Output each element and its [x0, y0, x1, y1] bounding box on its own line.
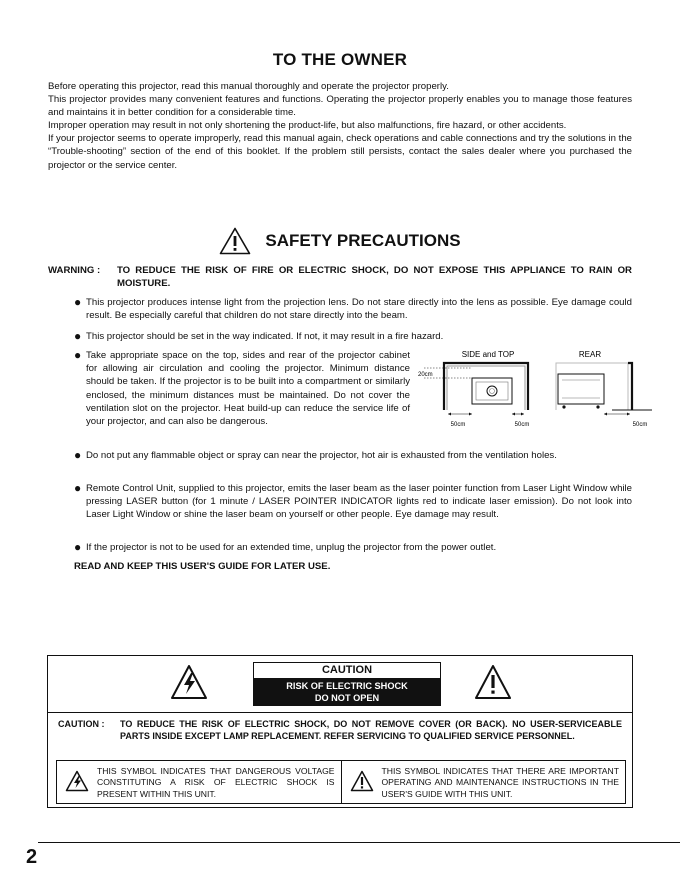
- warning-text: TO REDUCE THE RISK OF FIRE OR ELECTRIC SHOCK, DO NOT EXPOSE THIS APPLIANCE TO RAIN OR MOISTURE.: [117, 265, 632, 290]
- safety-title: SAFETY PRECAUTIONS: [265, 231, 461, 250]
- warning-statement: [48, 264, 632, 290]
- bullet-icon: ●: [74, 329, 82, 343]
- list-item-text: This projector should be set in the way indicated. If not, it may result in a fire hazard.: [86, 331, 444, 342]
- intro-paragraph: Before operating this projector, read this manual thoroughly and operate the projector properly.: [48, 81, 449, 92]
- rear-view: [556, 363, 652, 428]
- list-item: [74, 296, 632, 322]
- footer-rule: [38, 842, 680, 843]
- safety-header: [0, 224, 680, 258]
- bullet-icon: ●: [74, 295, 82, 309]
- exclamation-warning-icon: [474, 664, 512, 700]
- rear-label: REAR: [578, 350, 602, 359]
- bullet-icon: ●: [74, 448, 82, 462]
- exclamation-warning-icon: [350, 770, 374, 792]
- symbol-legend: [56, 760, 626, 804]
- intro-paragraph: Improper operation may result in not only shortening the product-life, but also malfunctions, fire hazard, or other accidents.: [48, 120, 567, 132]
- owner-title: TO THE OWNER: [272, 50, 408, 69]
- side-top-label: SIDE and TOP: [461, 350, 515, 359]
- side-gap-left-label: 50cm: [450, 422, 466, 428]
- bullet-icon: ●: [74, 540, 82, 554]
- caution-banner-line: DO NOT OPEN: [314, 693, 380, 703]
- list-item-text: This projector produces intense light from the projection lens. Do not stare directly into the lens as possible. Eye damage could result. Be especially careful that children do not stare directly into the beam.: [86, 297, 632, 322]
- list-item-text: Do not put any flammable object or spray can near the projector, hot air is exhausted from the ventilation holes.: [86, 450, 557, 461]
- list-item: [74, 449, 632, 462]
- owner-intro: [48, 80, 632, 172]
- warning-label: WARNING :: [48, 265, 101, 276]
- lightning-warning-icon: [170, 664, 208, 700]
- caution-label-box: [253, 662, 441, 706]
- instruction-symbol-text: THIS SYMBOL INDICATES THAT THERE ARE IMPORTANT OPERATING AND MAINTENANCE INSTRUCTIONS IN THE USER'S GUIDE WITH THIS UNIT.: [381, 766, 619, 799]
- rear-gap-label: 50cm: [632, 422, 648, 428]
- instruction-symbol-note: [341, 761, 626, 803]
- list-item: [74, 482, 632, 522]
- caution-text: TO REDUCE THE RISK OF ELECTRIC SHOCK, DO NOT REMOVE COVER (OR BACK). NO USER-SERVICEABLE PARTS INSIDE EXCEPT LAMP REPLACEMENT. REFER SERVICING TO QUALIFIED SERVICE PERSONNEL.: [120, 719, 622, 742]
- caution-banner-line: RISK OF ELECTRIC SHOCK: [286, 681, 408, 691]
- list-item: [74, 349, 410, 428]
- top-gap-label: 20cm: [418, 372, 433, 378]
- caution-header: [48, 656, 632, 712]
- bullet-icon: ●: [74, 348, 82, 362]
- intro-paragraph: This projector provides many convenient features and functions. Operating the projector properly enables you to manage those features and maintains it in better condition for a considerable time.: [48, 94, 632, 119]
- list-item-text: Remote Control Unit, supplied to this projector, emits the laser beam as the laser pointer function from Laser Light Window while pressing LASER button (for 1 minute / LASER POINTER INDICATOR lights red to indicate laser emission). Do not look into Laser Light Window or shine the laser beam on yourself or other people. Eye damage may result.: [86, 483, 632, 521]
- clearance-diagram: [416, 346, 652, 432]
- voltage-symbol-note: [57, 761, 341, 803]
- warning-triangle-icon: [219, 227, 251, 255]
- lightning-warning-icon: [65, 770, 89, 792]
- caution-label: CAUTION :: [58, 719, 105, 729]
- voltage-symbol-text: THIS SYMBOL INDICATES THAT DANGEROUS VOLTAGE CONSTITUTING A RISK OF ELECTRIC SHOCK IS PRESENT WITHIN THIS UNIT.: [97, 766, 335, 799]
- list-item: [74, 541, 632, 554]
- caution-title: CAUTION: [321, 664, 373, 676]
- caution-panel: [47, 655, 633, 808]
- list-item: [74, 330, 632, 343]
- page-number: 2: [26, 846, 38, 868]
- side-gap-right-label: 50cm: [514, 422, 530, 428]
- caution-banner: [254, 678, 440, 705]
- bullet-icon: ●: [74, 481, 82, 495]
- intro-paragraph: If your projector seems to operate improperly, read this manual again, check operations and cable connections and try the solutions in the “Trouble-shooting” section of the end of this booklet. If the problem still persists, contact the sales dealer where you purchased the projector or the service center.: [48, 133, 632, 171]
- caution-statement: [48, 712, 632, 760]
- list-item-text: Take appropriate space on the top, sides and rear of the projector cabinet for allowing air circulation and cooling the projector. Minimum distance should be taken. If the projector is to be built into a compartment or similarly enclosed, the minimum distances must be maintained. Do not cover the ventilation slot on the projector. Heat build-up can reduce the service life of your projector, and can also be dangerous.: [86, 350, 410, 428]
- side-top-view: [418, 363, 529, 428]
- list-item-text: If the projector is not to be used for an extended time, unplug the projector from the power outlet.: [86, 542, 497, 553]
- read-keep-notice: READ AND KEEP THIS USER'S GUIDE FOR LATER USE.: [74, 561, 331, 572]
